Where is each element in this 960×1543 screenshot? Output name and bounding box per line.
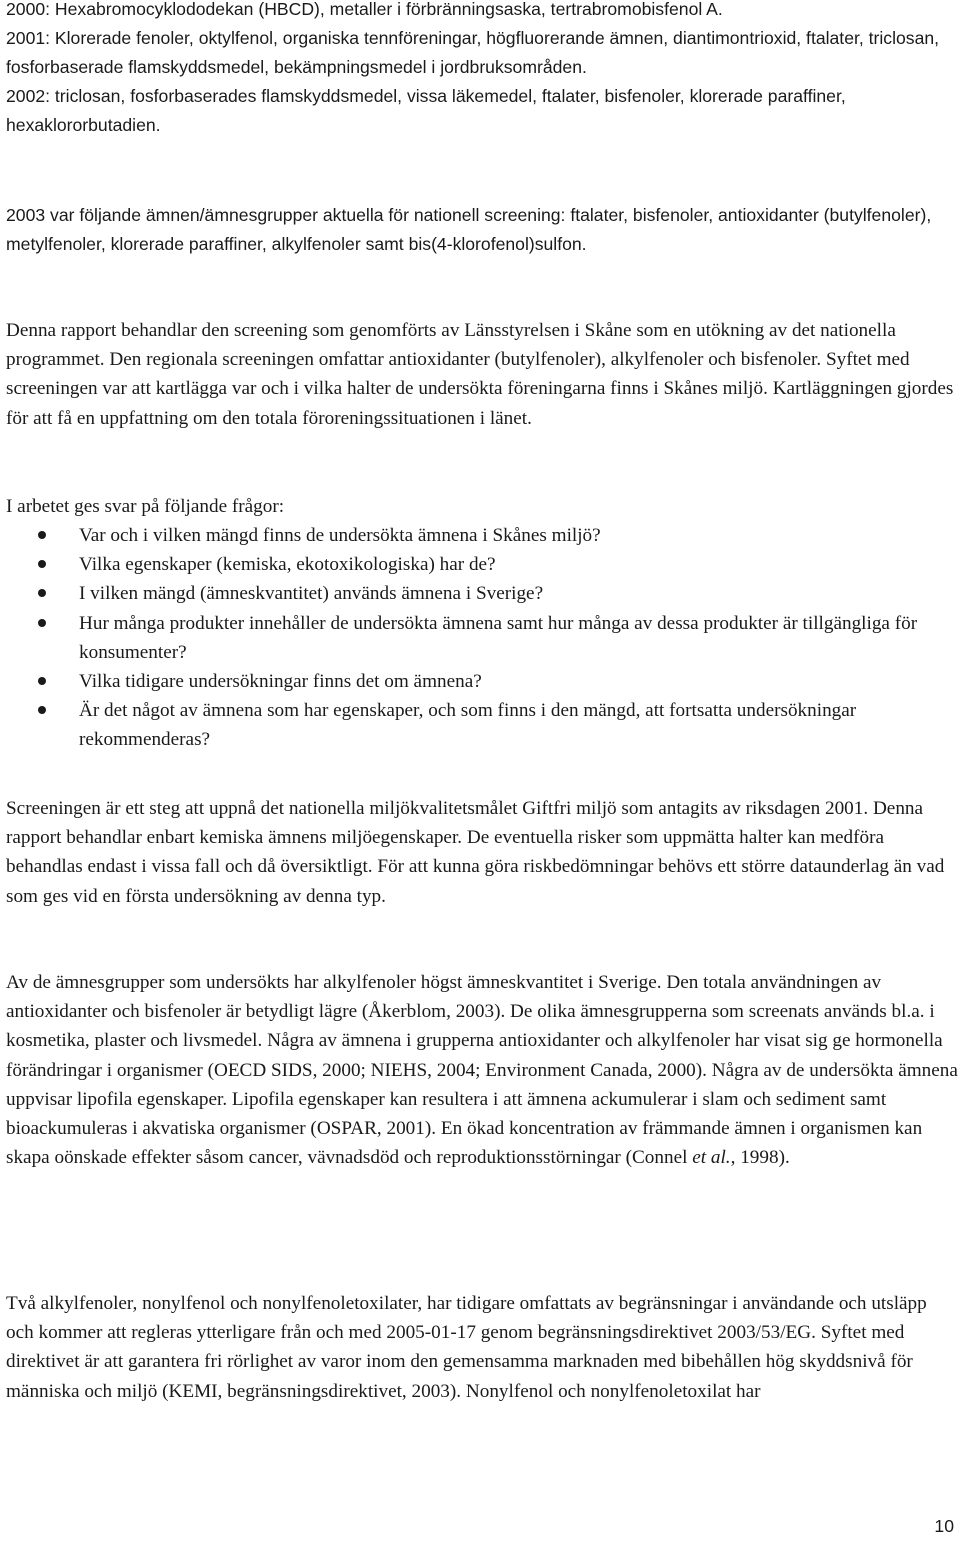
questions-list	[0, 521, 958, 755]
question-item: Var och i vilken mängd finns de undersökta ämnena i Skånes miljö?	[0, 521, 958, 550]
page-number: 10	[934, 1516, 954, 1536]
screening-2001-line: 2001: Klorerade fenoler, oktylfenol, organiska tennföreningar, högfluorerande ämnen, diantimontrioxid, ftalater, triclosan, fosforbaserade flamskyddsmedel, bekämpningsmedel i jordbruksområden.	[6, 28, 940, 77]
screening-history-list	[6, 0, 951, 140]
environmental-goal-paragraph: Screeningen är ett steg att uppnå det nationella miljökvalitetsmålet Giftfri miljö som antagits av riksdagen 2001. Denna rapport behandlar enbart kemiska ämnens miljöegenskaper. De eventuella risker som uppmätta halter kan medföra behandlas endast i vissa fall och då översiktligt. För att kunna göra riskbedömningar behövs ett större dataunderlag än vad som ges vid en första undersökning av denna typ.	[6, 798, 945, 907]
question-item: I vilken mängd (ämneskvantitet) används ämnena i Sverige?	[0, 579, 958, 608]
citation-et-al: et al.	[692, 1147, 731, 1169]
substance-groups-text: Av de ämnesgrupper som undersökts har alkylfenoler högst ämneskvantitet i Sverige. Den totala användningen av antioxidanter och bisfenoler är betydligt lägre (Åkerblom, 2003). De olika ämnesgrupperna som screenats används bl.a. i kosmetika, plaster och livsmedel. Några av ämnena i grupperna antioxidanter och alkylfenoler har visat sig ge hormonella förändringar i organismer (OECD SIDS, 2000; NIEHS, 2004; Environment Canada, 2000). Några av de undersökta ämnena uppvisar lipofila egenskaper. Lipofila egenskaper kan resultera i att ämnena ackumulerar i slam och sediment samt bioackumuleras i akvatiska organismer (OSPAR, 2001). En ökad koncentration av främmande ämnen i organismen kan skapa oönskade effekter såsom cancer, vävnadsdöd och reproduktionsstörningar (Connel	[6, 972, 958, 1169]
question-item: Är det något av ämnena som har egenskaper, och som finns i den mängd, att fortsatta undersökningar rekommenderas?	[0, 696, 958, 754]
questions-intro: I arbetet ges svar på följande frågor:	[6, 496, 285, 517]
question-item: Hur många produkter innehåller de undersökta ämnena samt hur många av dessa produkter är tillgängliga för konsumenter?	[0, 609, 958, 667]
citation-year: , 1998).	[730, 1147, 790, 1169]
report-scope-paragraph: Denna rapport behandlar den screening som genomförts av Länsstyrelsen i Skåne som en utökning av det nationella programmet. Den regionala screeningen omfattar antioxidanter (butylfenoler), alkylfenoler och bisfenoler. Syftet med screeningen var att kartlägga var och i vilka halter de undersökta föreningarna finns i Skånes miljö. Kartläggningen gjordes för att få en uppfattning om den totala föroreningssituationen i länet.	[6, 320, 954, 429]
screening-2002-line: 2002: triclosan, fosforbaserades flamskyddsmedel, vissa läkemedel, ftalater, bisfenoler, klorerade paraffiner, hexaklororbutadien.	[6, 86, 846, 135]
screening-2000-line: 2000: Hexabromocyklododekan (HBCD), metaller i förbränningsaska, tertrabromobisfenol A.	[6, 0, 723, 19]
nonylphenol-paragraph: Två alkylfenoler, nonylfenol och nonylfenoletoxilater, har tidigare omfattats av begränsningar i användande och utsläpp och kommer att regleras ytterligare från och med 2005-01-17 genom begränsningsdirektivet 2003/53/EG. Syftet med direktivet är att garantera fri rörlighet av varor inom den gemensamma marknaden med bibehållen hög skyddsnivå för människa och miljö (KEMI, begränsningsdirektivet, 2003). Nonylfenol och nonylfenoletoxilat har	[6, 1293, 927, 1402]
question-item: Vilka tidigare undersökningar finns det om ämnena?	[0, 667, 958, 696]
substance-groups-paragraph	[6, 968, 958, 1172]
screening-2003-paragraph: 2003 var följande ämnen/ämnesgrupper aktuella för nationell screening: ftalater, bisfenoler, antioxidanter (butylfenoler), metylfenoler, klorerade paraffiner, alkylfenoler samt bis(4-klorofenol)sulfon.	[6, 205, 932, 254]
question-item: Vilka egenskaper (kemiska, ekotoxikologiska) har de?	[0, 550, 958, 579]
